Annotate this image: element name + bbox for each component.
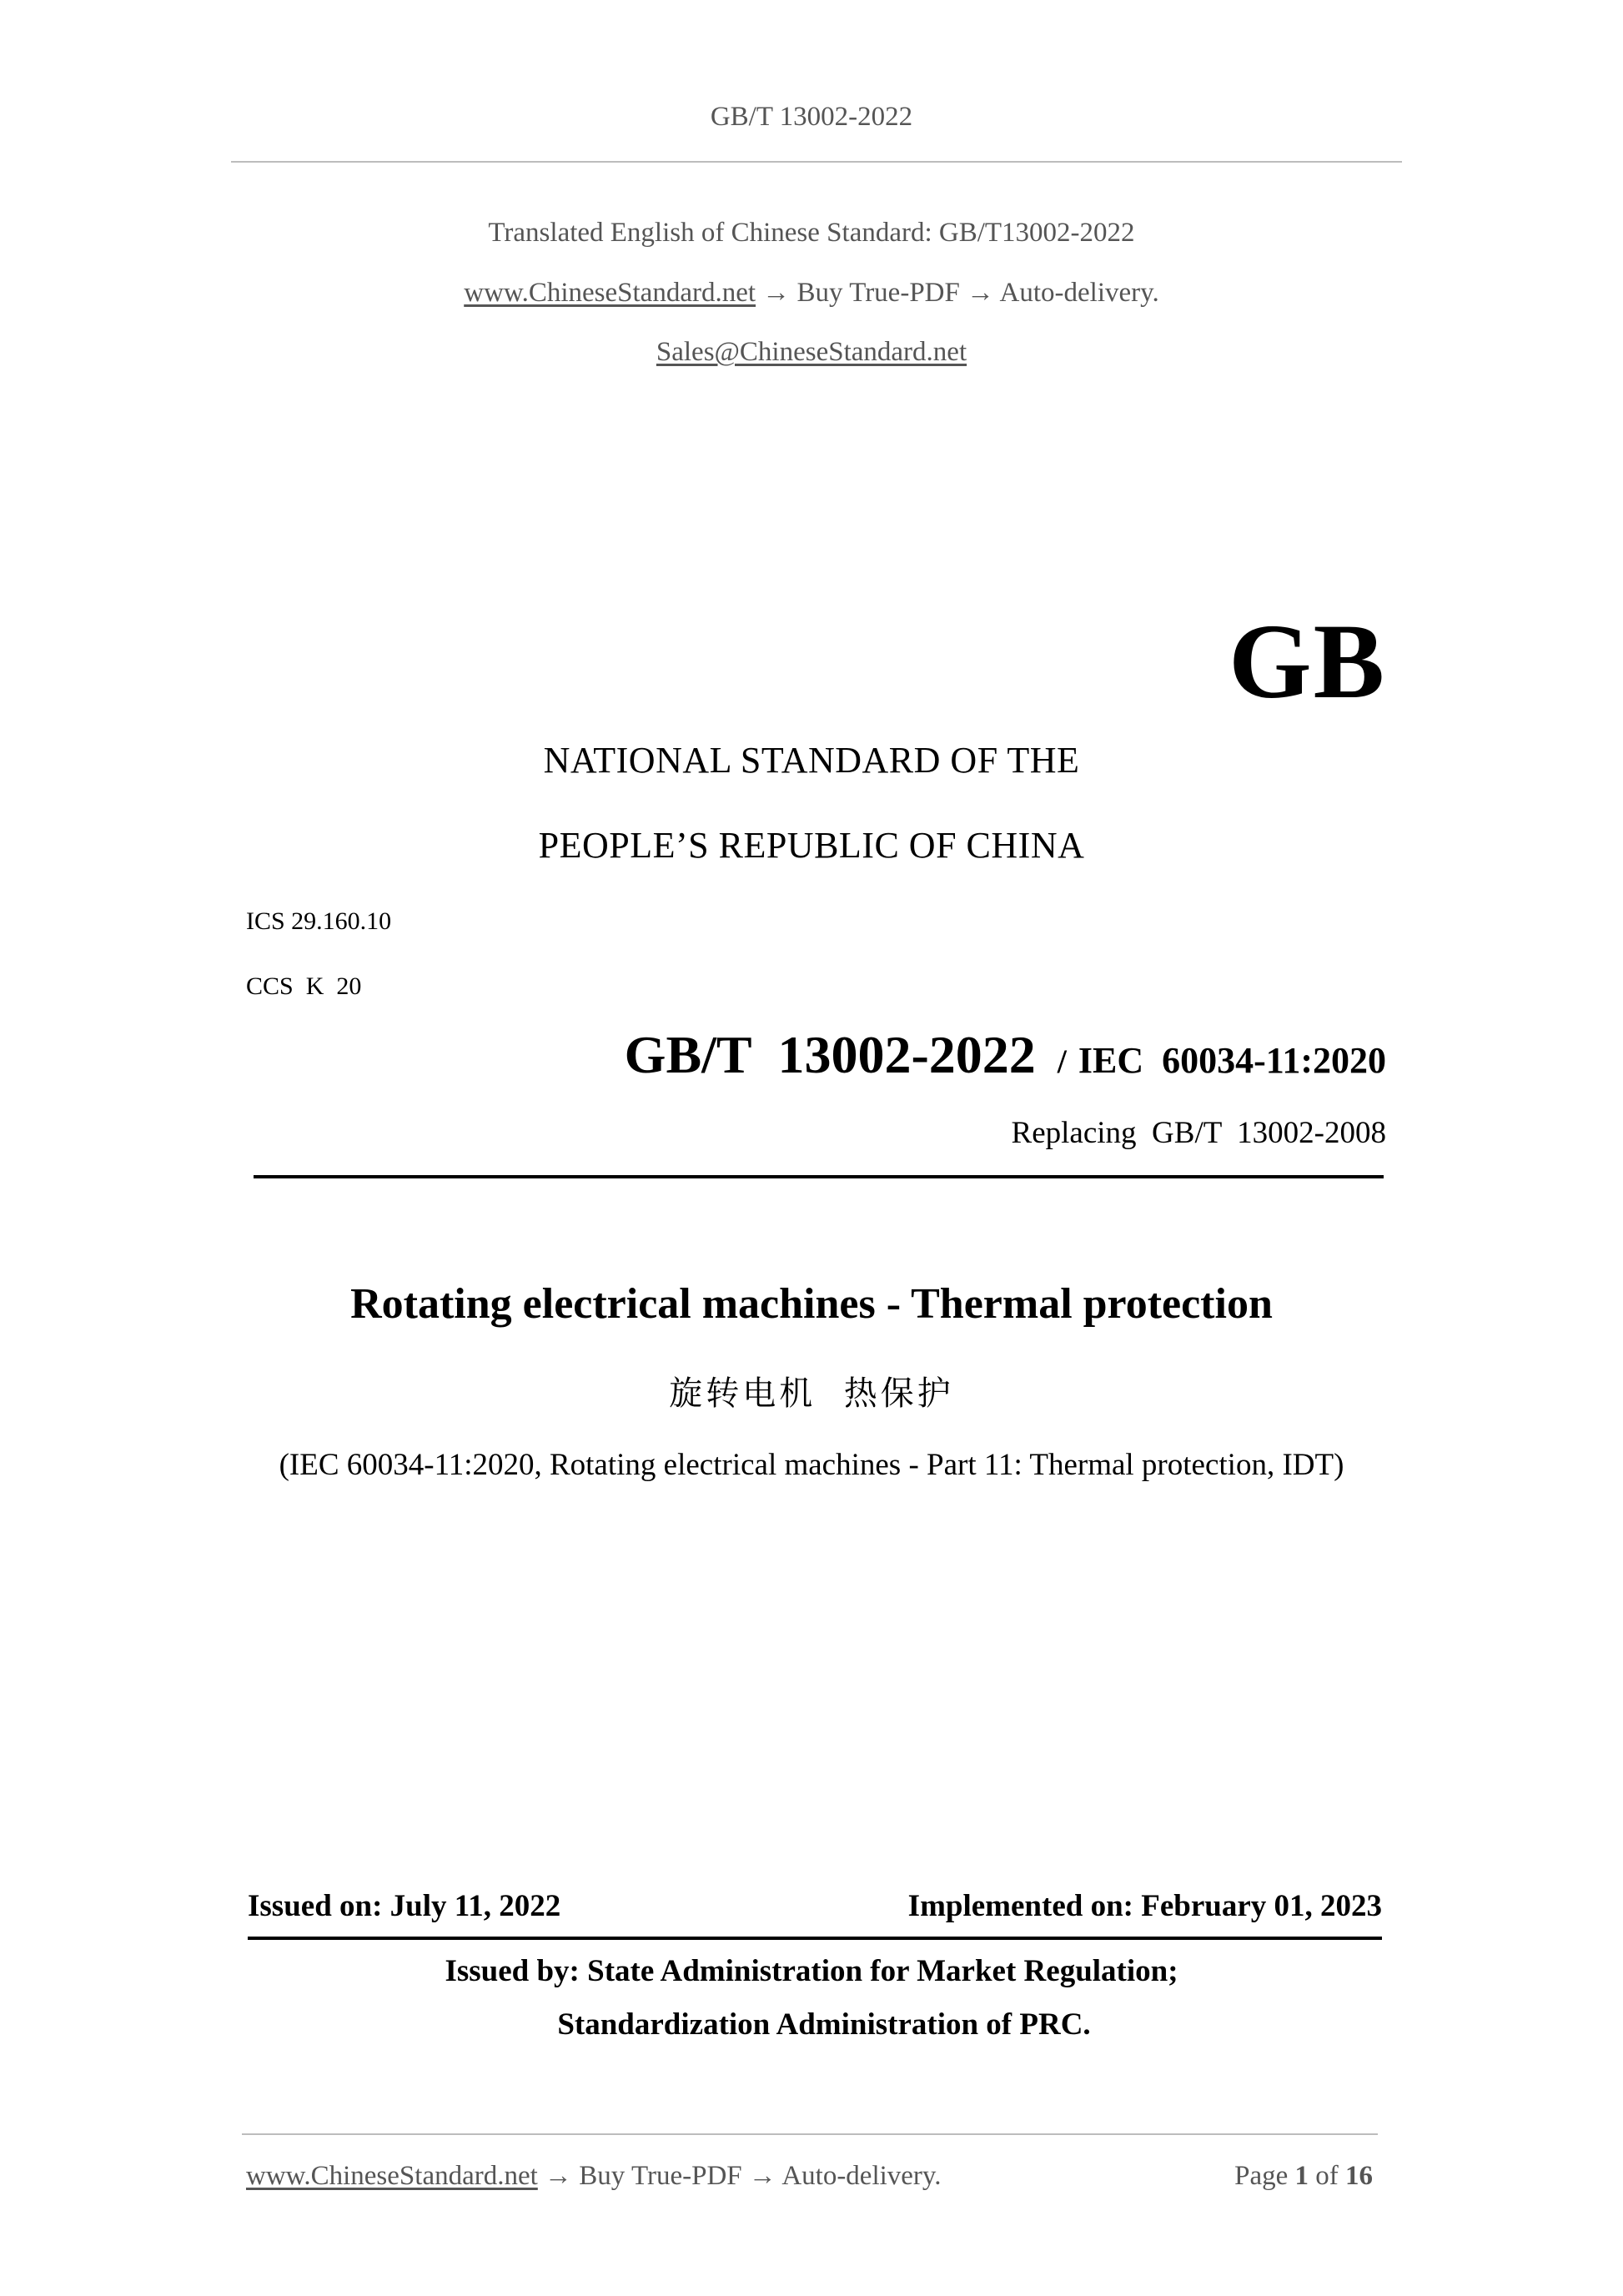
site-link[interactable]: www.ChineseStandard.net — [464, 278, 756, 308]
issued-by-line1: Issued by: State Administration for Market Regulation; — [445, 1954, 1178, 1988]
issued-rule — [248, 1937, 1382, 1940]
replacing-standard: Replacing GB/T 13002-2008 — [1011, 1116, 1386, 1150]
page-indicator — [1234, 2161, 1373, 2192]
title-iec-reference: (IEC 60034-11:2020, Rotating electrical machines - Part 11: Thermal protection, IDT) — [279, 1448, 1344, 1482]
issued-on-date: Issued on: July 11, 2022 — [248, 1889, 561, 1923]
page-current: 1 — [1294, 2161, 1309, 2191]
issued-by-line2: Standardization Administration of PRC. — [557, 2007, 1091, 2042]
footer-promo — [246, 2161, 942, 2192]
gb-mark: GB — [1229, 602, 1386, 721]
footer-buy-text: Buy True-PDF — [579, 2161, 742, 2191]
title-english: Rotating electrical machines - Thermal protection — [350, 1280, 1273, 1328]
standard-number: GB/T 13002-2022 — [624, 1025, 1036, 1084]
email-link[interactable]: Sales@ChineseStandard.net — [656, 337, 967, 367]
running-header: GB/T 13002-2022 — [710, 102, 913, 132]
title-rule — [254, 1175, 1384, 1178]
promo-line-buy — [0, 278, 1623, 309]
page-of: of — [1315, 2161, 1339, 2191]
national-standard-line1: NATIONAL STANDARD OF THE — [543, 740, 1080, 781]
promo-line-email — [0, 337, 1623, 368]
national-standard-line2: PEOPLE’S REPUBLIC OF CHINA — [538, 825, 1085, 866]
footer-site-link[interactable]: www.ChineseStandard.net — [246, 2161, 538, 2191]
promo-line-translation: Translated English of Chinese Standard: GB/T13002-2022 — [488, 218, 1135, 248]
ics-code: ICS 29.160.10 — [246, 907, 392, 935]
arrow-right-icon: → — [762, 278, 791, 308]
footer-rule — [242, 2133, 1378, 2135]
title-chinese: 旋转电机 热保护 — [669, 1374, 954, 1413]
ccs-code: CCS K 20 — [246, 972, 362, 1000]
standard-separator: / — [1057, 1042, 1067, 1080]
arrow-right-icon: → — [967, 278, 995, 308]
adopted-standard: IEC 60034-11:2020 — [1078, 1040, 1386, 1081]
buy-text: Buy True-PDF — [796, 278, 960, 308]
delivery-text: Auto-delivery. — [999, 278, 1159, 308]
header-rule — [231, 161, 1402, 163]
page-total: 16 — [1345, 2161, 1373, 2191]
page-label: Page — [1234, 2161, 1289, 2191]
implemented-on-date: Implemented on: February 01, 2023 — [907, 1889, 1382, 1923]
arrow-right-icon: → — [748, 2161, 776, 2191]
arrow-right-icon: → — [545, 2161, 573, 2191]
footer-delivery-text: Auto-delivery. — [781, 2161, 942, 2191]
standard-number-line — [625, 1024, 1386, 1086]
